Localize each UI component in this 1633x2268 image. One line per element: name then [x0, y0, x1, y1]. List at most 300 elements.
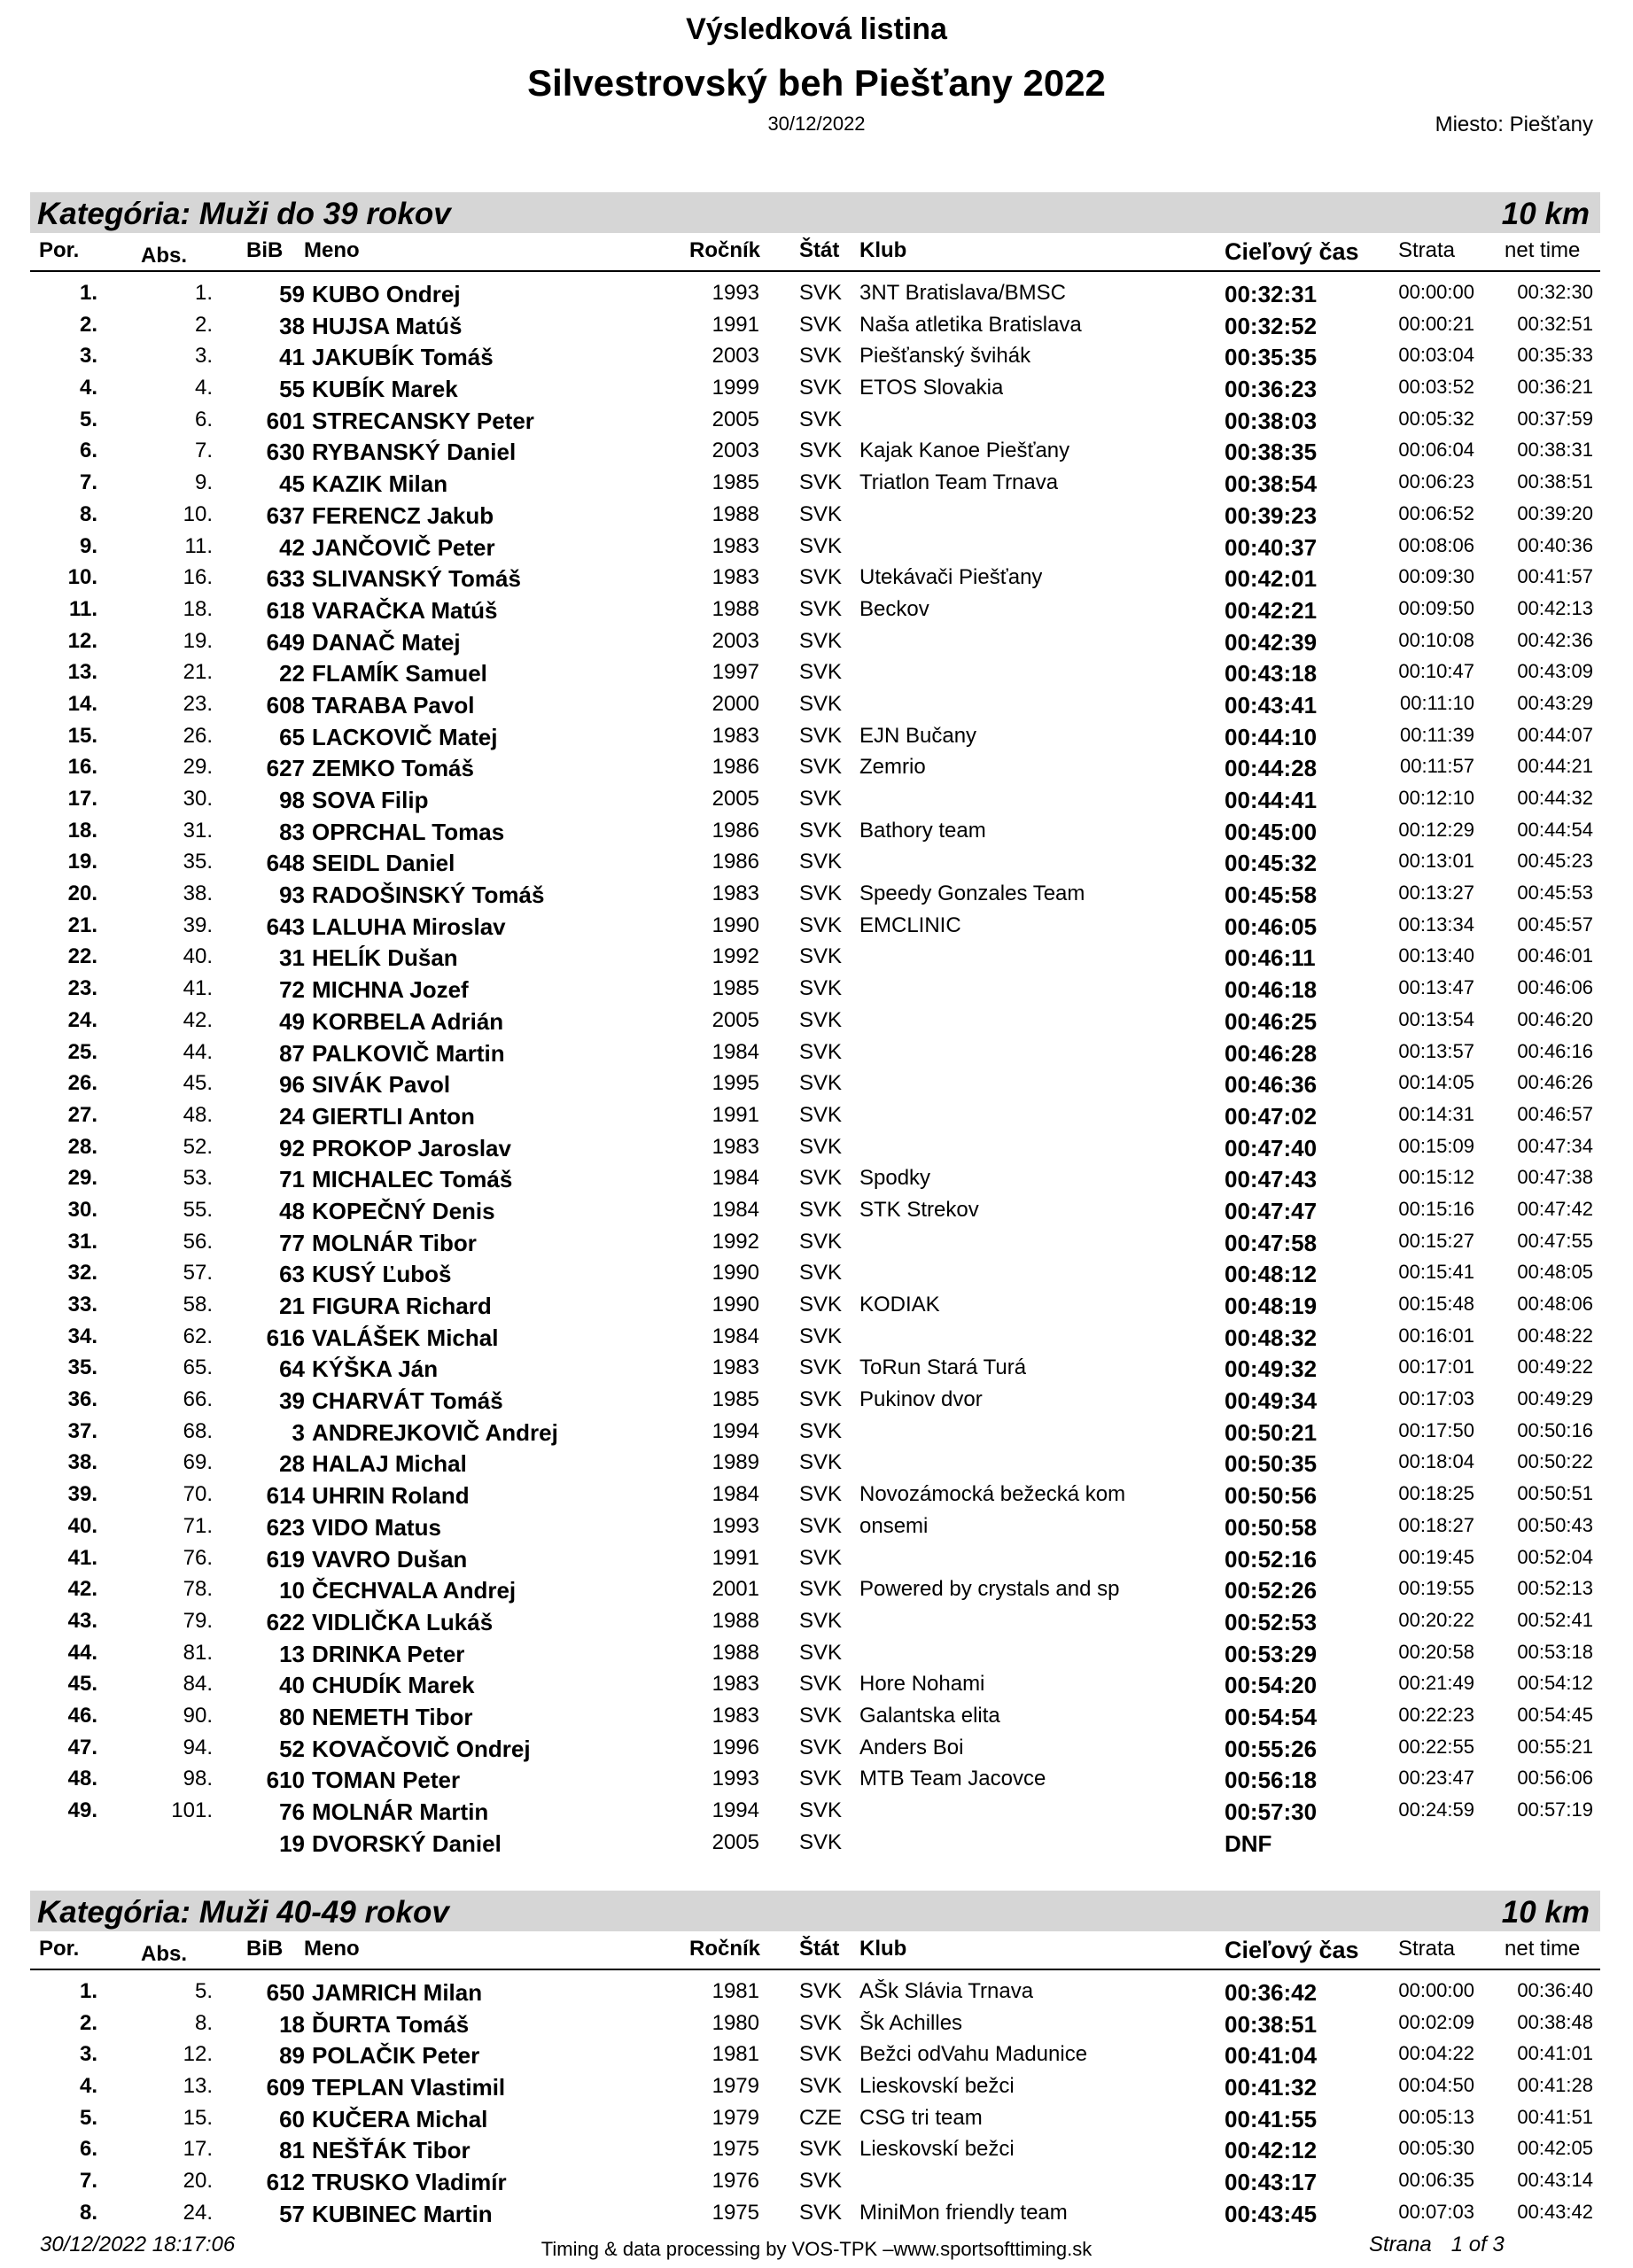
overall-position: 39.	[183, 913, 213, 937]
overall-position: 6.	[194, 407, 213, 431]
bib-number: 19	[279, 1829, 305, 1857]
time-gap: 00:06:35	[1398, 2169, 1474, 2192]
runner-name: KUČERA Michal	[312, 2105, 488, 2132]
runner-name: UHRIN Roland	[312, 1482, 470, 1510]
country: SVK	[799, 407, 843, 431]
category-bar	[30, 192, 1600, 233]
runner-name: PALKOVIČ Martin	[312, 1039, 505, 1067]
runner-name: TRUSKO Vladimír	[312, 2169, 507, 2196]
country: SVK	[799, 1387, 843, 1412]
finish-time: 00:48:19	[1225, 1293, 1318, 1319]
country: SVK	[799, 2074, 843, 2099]
country: SVK	[799, 1545, 843, 1570]
country: SVK	[799, 1197, 843, 1222]
position: 23.	[67, 976, 97, 1001]
finish-time: 00:36:42	[1225, 1979, 1318, 2006]
time-gap: 00:13:27	[1398, 882, 1474, 905]
time-gap: 00:04:50	[1398, 2074, 1474, 2097]
net-time: 00:46:57	[1517, 1102, 1593, 1125]
time-gap: 00:20:22	[1398, 1608, 1474, 1631]
birth-year: 1990	[712, 1261, 759, 1285]
time-gap: 00:21:49	[1398, 1672, 1474, 1695]
finish-time: 00:32:52	[1225, 312, 1318, 339]
bib-number: 89	[279, 2042, 305, 2070]
finish-time: 00:47:02	[1225, 1102, 1318, 1130]
overall-position: 57.	[183, 1261, 213, 1285]
table-row	[30, 1795, 1600, 1827]
birth-year: 1996	[712, 1735, 759, 1759]
col-por: Por.	[39, 1937, 80, 1961]
birth-year: 1993	[712, 1513, 759, 1538]
bib-number: 610	[266, 1767, 305, 1794]
finish-time: 00:42:21	[1225, 596, 1318, 624]
table-row	[30, 783, 1600, 815]
net-time: 00:50:22	[1517, 1450, 1593, 1473]
time-gap: 00:15:27	[1398, 1229, 1474, 1252]
net-time: 00:50:51	[1517, 1482, 1593, 1505]
birth-year: 1992	[712, 944, 759, 969]
finish-time: 00:44:41	[1225, 787, 1318, 813]
table-row	[30, 1668, 1600, 1700]
net-time: 00:48:05	[1517, 1261, 1593, 1284]
net-time: 00:43:14	[1517, 2169, 1593, 2192]
birth-year: 1983	[712, 1703, 759, 1728]
country: SVK	[799, 1324, 843, 1348]
country: SVK	[799, 1640, 843, 1665]
net-time: 00:43:29	[1517, 691, 1593, 714]
overall-position: 84.	[183, 1672, 213, 1697]
bib-number: 637	[266, 501, 305, 529]
bib-number: 87	[279, 1039, 305, 1067]
country: SVK	[799, 565, 843, 590]
net-time: 00:57:19	[1517, 1798, 1593, 1821]
finish-time: 00:54:20	[1225, 1672, 1318, 1699]
position: 16.	[67, 755, 97, 780]
col-rocnik: Ročník	[689, 1937, 761, 1961]
overall-position: 94.	[183, 1735, 213, 1759]
overall-position: 81.	[183, 1640, 213, 1665]
finish-time: 00:48:12	[1225, 1261, 1318, 1288]
bib-number: 71	[279, 1166, 305, 1193]
bib-number: 41	[279, 344, 305, 371]
birth-year: 1975	[712, 2137, 759, 2162]
results-table	[30, 272, 1600, 1858]
time-gap: 00:09:30	[1398, 565, 1474, 588]
finish-time: 00:44:28	[1225, 755, 1318, 782]
bib-number: 92	[279, 1134, 305, 1161]
position: 48.	[67, 1767, 97, 1791]
birth-year: 1983	[712, 1134, 759, 1159]
birth-year: 2003	[712, 439, 759, 463]
club-name: Bežci odVahu Madunice	[859, 2042, 1088, 2067]
country: SVK	[799, 312, 843, 337]
position: 28.	[67, 1134, 97, 1159]
country: SVK	[799, 944, 843, 969]
overall-position: 79.	[183, 1608, 213, 1633]
table-row	[30, 1099, 1600, 1131]
net-time: 00:41:57	[1517, 565, 1593, 588]
overall-position: 30.	[183, 787, 213, 811]
position: 41.	[67, 1545, 97, 1570]
country: SVK	[799, 439, 843, 463]
position: 13.	[67, 660, 97, 685]
runner-name: OPRCHAL Tomas	[312, 818, 505, 845]
bib-number: 77	[279, 1229, 305, 1256]
club-name: MTB Team Jacovce	[859, 1767, 1046, 1791]
overall-position: 38.	[183, 882, 213, 906]
position: 4.	[79, 2074, 97, 2099]
time-gap: 00:06:23	[1398, 470, 1474, 493]
position: 8.	[79, 501, 97, 526]
country: SVK	[799, 344, 843, 369]
club-name: Triatlon Team Trnava	[859, 470, 1059, 495]
bib-number: 21	[279, 1293, 305, 1319]
bib-number: 3	[292, 1418, 305, 1446]
club-name: Galantska elita	[859, 1703, 1000, 1728]
category-bar	[30, 1891, 1600, 1931]
net-time: 00:46:26	[1517, 1071, 1593, 1094]
table-row	[30, 2008, 1600, 2039]
position: 11.	[68, 596, 97, 621]
net-time: 00:47:55	[1517, 1229, 1593, 1252]
club-name: Hore Nohami	[859, 1672, 985, 1697]
overall-position: 16.	[183, 565, 213, 590]
net-time: 00:42:13	[1517, 596, 1593, 619]
country: SVK	[799, 1418, 843, 1443]
country: SVK	[799, 1979, 843, 2003]
finish-time: 00:52:53	[1225, 1608, 1318, 1635]
position: 12.	[67, 628, 97, 653]
country: SVK	[799, 533, 843, 558]
time-gap: 00:17:01	[1398, 1355, 1474, 1379]
position: 1.	[79, 1979, 97, 2003]
table-row	[30, 815, 1600, 847]
country: SVK	[799, 2169, 843, 2194]
country: SVK	[799, 818, 843, 843]
finish-time: 00:56:18	[1225, 1767, 1318, 1794]
bib-number: 643	[266, 913, 305, 940]
finish-time: 00:54:54	[1225, 1703, 1318, 1730]
table-row	[30, 1827, 1600, 1859]
document-title: Výsledková listina	[686, 12, 947, 46]
net-time: 00:52:13	[1517, 1577, 1593, 1600]
club-name: 3NT Bratislava/BMSC	[859, 281, 1066, 305]
net-time: 00:38:51	[1517, 470, 1593, 493]
bib-number: 13	[279, 1640, 305, 1667]
birth-year: 1983	[712, 1355, 759, 1380]
finish-time: 00:46:25	[1225, 1007, 1318, 1035]
club-name: onsemi	[859, 1513, 929, 1538]
table-row	[30, 910, 1600, 942]
event-title: Silvestrovský beh Piešťany 2022	[527, 62, 1106, 104]
overall-position: 66.	[183, 1387, 213, 1412]
position: 36.	[67, 1387, 97, 1412]
runner-name: SOVA Filip	[312, 787, 429, 813]
overall-position: 23.	[183, 691, 213, 716]
country: SVK	[799, 1829, 843, 1854]
finish-time: 00:57:30	[1225, 1798, 1318, 1825]
bib-number: 80	[279, 1703, 305, 1730]
position: 10.	[67, 565, 97, 590]
table-row	[30, 688, 1600, 720]
net-time: 00:54:12	[1517, 1672, 1593, 1695]
net-time: 00:44:21	[1517, 755, 1593, 778]
overall-position: 7.	[194, 439, 213, 463]
overall-position: 65.	[183, 1355, 213, 1380]
runner-name: DRINKA Peter	[312, 1640, 465, 1667]
position: 44.	[67, 1640, 97, 1665]
event-place: Miesto: Piešťany	[1435, 113, 1593, 136]
net-time: 00:47:38	[1517, 1166, 1593, 1189]
col-klub: Klub	[859, 1937, 907, 1961]
bib-number: 648	[266, 850, 305, 877]
finish-time: 00:53:29	[1225, 1640, 1318, 1667]
club-name: Piešťanský švihák	[859, 344, 1031, 369]
runner-name: KOPEČNÝ Denis	[312, 1197, 495, 1224]
net-time: 00:32:30	[1517, 281, 1593, 303]
table-row	[30, 1384, 1600, 1416]
runner-name: VALÁŠEK Michal	[312, 1324, 499, 1351]
time-gap: 00:10:47	[1398, 660, 1474, 683]
time-gap: 00:18:27	[1398, 1513, 1474, 1536]
position: 26.	[67, 1071, 97, 1096]
club-name: KODIAK	[859, 1293, 940, 1317]
club-name: Lieskovskí bežci	[859, 2074, 1015, 2099]
runner-name: CHUDÍK Marek	[312, 1672, 475, 1699]
birth-year: 1986	[712, 850, 759, 874]
position: 35.	[67, 1355, 97, 1380]
overall-position: 71.	[183, 1513, 213, 1538]
time-gap: 00:19:55	[1398, 1577, 1474, 1600]
time-gap: 00:17:50	[1398, 1418, 1474, 1441]
finish-time: 00:36:23	[1225, 376, 1318, 403]
bib-number: 93	[279, 882, 305, 909]
position: 30.	[67, 1197, 97, 1222]
birth-year: 1975	[712, 2200, 759, 2225]
finish-time: 00:45:58	[1225, 882, 1318, 909]
net-time: 00:46:20	[1517, 1007, 1593, 1030]
overall-position: 15.	[183, 2105, 213, 2130]
time-gap: 00:10:08	[1398, 628, 1474, 651]
bib-number: 623	[266, 1513, 305, 1541]
bib-number: 64	[279, 1355, 305, 1383]
runner-name: FERENCZ Jakub	[312, 501, 494, 529]
col-por: Por.	[39, 238, 80, 262]
bib-number: 612	[266, 2169, 305, 2196]
net-time: 00:43:09	[1517, 660, 1593, 683]
table-row	[30, 1005, 1600, 1037]
birth-year: 1999	[712, 376, 759, 400]
time-gap: 00:22:23	[1398, 1703, 1474, 1726]
table-row	[30, 625, 1600, 657]
bib-number: 650	[266, 1979, 305, 2006]
club-name: ETOS Slovakia	[859, 376, 1004, 400]
overall-position: 24.	[183, 2200, 213, 2225]
runner-name: SIVÁK Pavol	[312, 1071, 451, 1099]
birth-year: 1988	[712, 1608, 759, 1633]
club-name: Beckov	[859, 596, 929, 621]
runner-name: DANAČ Matej	[312, 628, 461, 656]
runner-name: LACKOVIČ Matej	[312, 723, 498, 750]
country: SVK	[799, 1166, 843, 1191]
overall-position: 55.	[183, 1197, 213, 1222]
col-rocnik: Ročník	[689, 238, 761, 262]
country: SVK	[799, 1577, 843, 1602]
time-gap: 00:23:47	[1398, 1767, 1474, 1790]
runner-name: HALAJ Michal	[312, 1450, 467, 1478]
club-name: CSG tri team	[859, 2105, 983, 2130]
finish-time: 00:41:32	[1225, 2074, 1318, 2101]
overall-position: 35.	[183, 850, 213, 874]
table-row	[30, 720, 1600, 752]
time-gap: 00:05:30	[1398, 2137, 1474, 2160]
position: 4.	[79, 376, 97, 400]
country: SVK	[799, 501, 843, 526]
overall-position: 21.	[183, 660, 213, 685]
runner-name: STRECANSKY Peter	[312, 407, 534, 434]
club-name: Zemrio	[859, 755, 926, 780]
bib-number: 60	[279, 2105, 305, 2132]
overall-position: 4.	[194, 376, 213, 400]
runner-name: VAVRO Dušan	[312, 1545, 468, 1573]
page-of: 1 of 3	[1450, 2233, 1505, 2256]
net-time: 00:44:54	[1517, 818, 1593, 841]
position: 18.	[67, 818, 97, 843]
bib-number: 81	[279, 2137, 305, 2164]
table-row	[30, 2197, 1600, 2229]
bib-number: 57	[279, 2200, 305, 2227]
club-name: EMCLINIC	[859, 913, 961, 937]
runner-name: HELÍK Dušan	[312, 944, 458, 972]
bib-number: 24	[279, 1102, 305, 1130]
overall-position: 12.	[183, 2042, 213, 2067]
bib-number: 10	[279, 1577, 305, 1604]
runner-name: GIERTLI Anton	[312, 1102, 475, 1130]
birth-year: 1990	[712, 913, 759, 937]
table-row	[30, 846, 1600, 878]
finish-time: 00:45:00	[1225, 818, 1318, 845]
overall-position: 68.	[183, 1418, 213, 1443]
net-time: 00:49:29	[1517, 1387, 1593, 1410]
country: CZE	[799, 2105, 842, 2130]
bib-number: 630	[266, 439, 305, 466]
table-row	[30, 2133, 1600, 2165]
country: SVK	[799, 1355, 843, 1380]
finish-time: 00:39:23	[1225, 501, 1318, 529]
finish-time: 00:38:54	[1225, 470, 1318, 498]
overall-position: 11.	[184, 533, 213, 558]
birth-year: 1980	[712, 2010, 759, 2035]
overall-position: 2.	[194, 312, 213, 337]
net-time: 00:46:16	[1517, 1039, 1593, 1062]
finish-time: 00:43:41	[1225, 691, 1318, 718]
table-row	[30, 594, 1600, 625]
col-cas: Cieľový čas	[1225, 238, 1359, 265]
overall-position: 20.	[183, 2169, 213, 2194]
position: 24.	[67, 1007, 97, 1032]
finish-time: 00:41:04	[1225, 2042, 1318, 2070]
finish-time: 00:50:21	[1225, 1418, 1318, 1446]
table-row	[30, 1976, 1600, 2008]
position: 33.	[67, 1293, 97, 1317]
position: 5.	[79, 2105, 97, 2130]
country: SVK	[799, 628, 843, 653]
club-name: ToRun Stará Turá	[859, 1355, 1027, 1380]
finish-time: 00:47:43	[1225, 1166, 1318, 1193]
club-name: Anders Boi	[859, 1735, 964, 1759]
bib-number: 633	[266, 565, 305, 593]
birth-year: 1994	[712, 1418, 759, 1443]
overall-position: 19.	[183, 628, 213, 653]
finish-time: 00:44:10	[1225, 723, 1318, 750]
finish-time: 00:45:32	[1225, 850, 1318, 877]
net-time: 00:55:21	[1517, 1735, 1593, 1758]
runner-name: JANČOVIČ Peter	[312, 533, 495, 561]
bib-number: 76	[279, 1798, 305, 1825]
country: SVK	[799, 850, 843, 874]
col-bib: BiB	[246, 1937, 284, 1961]
birth-year: 1991	[712, 312, 759, 337]
category-distance: 10 km	[1501, 1895, 1590, 1930]
bib-number: 22	[279, 660, 305, 687]
col-net: net time	[1505, 238, 1581, 262]
birth-year: 1983	[712, 723, 759, 748]
overall-position: 31.	[183, 818, 213, 843]
runner-name: TOMAN Peter	[312, 1767, 461, 1794]
runner-name: FIGURA Richard	[312, 1293, 492, 1319]
birth-year: 1984	[712, 1324, 759, 1348]
position: 1.	[79, 281, 97, 305]
table-row	[30, 751, 1600, 783]
net-time: 00:45:57	[1517, 913, 1593, 936]
club-name: Bathory team	[859, 818, 986, 843]
overall-position: 90.	[183, 1703, 213, 1728]
finish-time: 00:38:35	[1225, 439, 1318, 466]
net-time: 00:45:53	[1517, 882, 1593, 905]
country: SVK	[799, 1798, 843, 1822]
runner-name: SLIVANSKÝ Tomáš	[312, 565, 521, 593]
finish-time: 00:48:32	[1225, 1324, 1318, 1351]
finish-time: 00:42:39	[1225, 628, 1318, 656]
runner-name: ĎURTA Tomáš	[312, 2010, 470, 2038]
overall-position: 18.	[183, 596, 213, 621]
table-row	[30, 1037, 1600, 1068]
overall-position: 44.	[183, 1039, 213, 1064]
position: 21.	[67, 913, 97, 937]
runner-name: VARAČKA Matúš	[312, 596, 498, 624]
table-row	[30, 404, 1600, 436]
runner-name: RADOŠINSKÝ Tomáš	[312, 882, 545, 909]
bib-number: 39	[279, 1387, 305, 1415]
bib-number: 38	[279, 312, 305, 339]
table-row	[30, 372, 1600, 404]
position: 29.	[67, 1166, 97, 1191]
category-section	[30, 1891, 1600, 2229]
time-gap: 00:14:05	[1398, 1071, 1474, 1094]
country: SVK	[799, 1450, 843, 1475]
runner-name: KUBÍK Marek	[312, 376, 458, 403]
runner-name: DVORSKÝ Daniel	[312, 1829, 502, 1857]
col-strata: Strata	[1398, 1937, 1456, 1961]
position: 47.	[67, 1735, 97, 1759]
time-gap: 00:11:39	[1399, 723, 1474, 746]
time-gap: 00:06:52	[1398, 501, 1474, 524]
time-gap: 00:13:01	[1398, 850, 1474, 873]
net-time: 00:48:22	[1517, 1324, 1593, 1347]
club-name: Naša atletika Bratislava	[859, 312, 1082, 337]
time-gap: 00:14:31	[1398, 1102, 1474, 1125]
bib-number: 627	[266, 755, 305, 782]
